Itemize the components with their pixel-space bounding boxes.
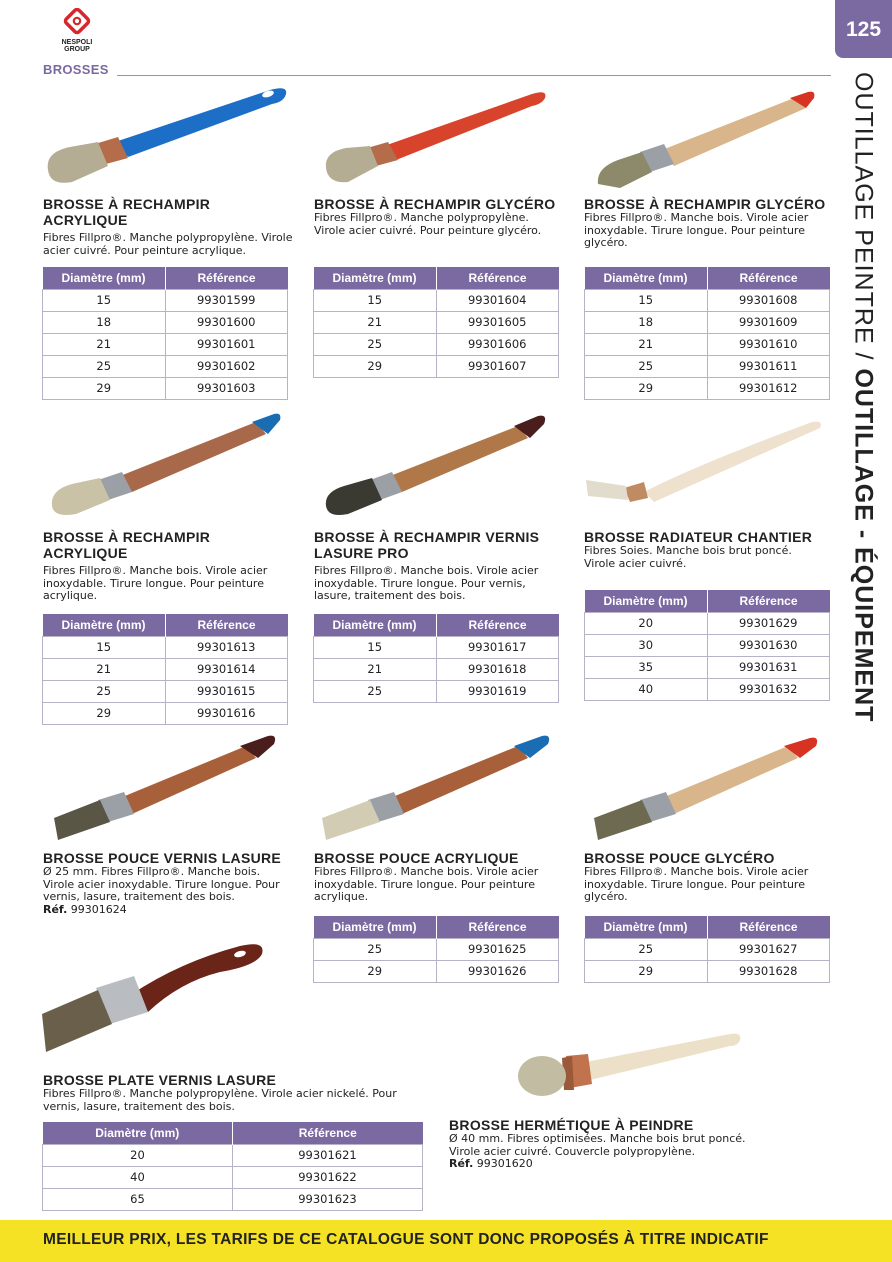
diameter-column-header: Diamètre (mm) — [43, 614, 166, 636]
diameter-cell: 21 — [314, 658, 437, 680]
table-row — [585, 377, 830, 399]
table-row — [585, 612, 830, 634]
table-row — [314, 680, 559, 702]
description-text: Ø 40 mm. Fibres optimisées. Manche bois brut poncé. Virole acier cuivré. Couvercle polypropylène. — [449, 1132, 746, 1158]
table-row — [314, 289, 559, 311]
reference-column-header: Référence — [436, 267, 559, 289]
diameter-cell: 20 — [585, 612, 708, 634]
product-description — [43, 866, 293, 916]
product-description: Fibres Fillpro®. Manche bois. Virole acier inoxydable. Tirure longue. Pour peinture glycéro. — [584, 865, 809, 903]
reference-cell: 99301621 — [233, 1144, 423, 1166]
reference-cell: 99301608 — [707, 289, 830, 311]
header-divider — [117, 75, 831, 76]
reference-column-header: Référence — [707, 590, 830, 612]
brush-image — [592, 736, 822, 846]
reference-cell: 99301610 — [707, 333, 830, 355]
reference-cell: 99301631 — [707, 656, 830, 678]
brush-image — [516, 1030, 746, 1106]
diameter-cell: 21 — [314, 311, 437, 333]
table-row — [585, 311, 830, 333]
diameter-cell: 29 — [43, 702, 166, 724]
diameter-cell: 29 — [585, 377, 708, 399]
diameter-cell: 29 — [585, 960, 708, 982]
brush-image — [584, 416, 824, 506]
product-description: Fibres Fillpro®. Manche bois. Virole acier inoxydable. Tirure longue. Pour peinture acrylique. — [314, 865, 539, 903]
reference-cell: 99301630 — [707, 634, 830, 656]
table-row — [585, 656, 830, 678]
reference-table — [584, 590, 830, 701]
product-title: BROSSE À RECHAMPIR ACRYLIQUE — [43, 529, 211, 561]
table-row — [314, 938, 559, 960]
product-description: Fibres Fillpro®. Manche bois. Virole acier inoxydable. Tirure longue. Pour peinture acrylique. — [43, 564, 268, 602]
product-description: Fibres Fillpro®. Manche polypropylène. Virole acier cuivré. Pour peinture acrylique. — [43, 231, 293, 257]
brush-image — [594, 88, 824, 193]
side-title-light: OUTILLAGE PEINTRE / — [849, 72, 878, 369]
reference-cell: 99301628 — [707, 960, 830, 982]
product-title: BROSSE POUCE VERNIS LASURE — [43, 850, 282, 866]
reference-cell: 99301600 — [165, 311, 288, 333]
ref-label: Réf. — [43, 902, 68, 916]
table-header-row — [43, 614, 288, 636]
reference-cell: 99301623 — [233, 1188, 423, 1210]
diameter-cell: 65 — [43, 1188, 233, 1210]
diameter-cell: 15 — [43, 289, 166, 311]
diameter-column-header: Diamètre (mm) — [314, 267, 437, 289]
reference-cell: 99301626 — [436, 960, 559, 982]
reference-cell: 99301604 — [436, 289, 559, 311]
reference-table — [42, 267, 288, 400]
ref-label: Réf. — [449, 1157, 474, 1170]
table-header-row — [43, 1122, 423, 1144]
diameter-cell: 29 — [43, 377, 166, 399]
brush-image — [46, 410, 286, 520]
reference-cell: 99301615 — [165, 680, 288, 702]
reference-cell: 99301611 — [707, 355, 830, 377]
diameter-cell: 35 — [585, 656, 708, 678]
table-row — [43, 1166, 423, 1188]
reference-column-header: Référence — [233, 1122, 423, 1144]
table-row — [314, 658, 559, 680]
logo-text: NESPOLI GROUP — [61, 39, 93, 53]
diameter-cell: 21 — [43, 333, 166, 355]
diameter-cell: 21 — [585, 333, 708, 355]
table-header-row — [314, 916, 559, 938]
reference-cell: 99301612 — [707, 377, 830, 399]
product-description: Fibres Fillpro®. Manche polypropylène. Virole acier nickelé. Pour vernis, lasure, traitement des bois. — [43, 1087, 397, 1113]
table-row — [585, 333, 830, 355]
table-row — [585, 678, 830, 700]
page-number: 125 — [835, 0, 892, 58]
description-text: Ø 25 mm. Fibres Fillpro®. Manche bois. Virole acier inoxydable. Tirure longue. Pour vernis, lasure, traitement des bois. — [43, 865, 280, 903]
table-row — [314, 636, 559, 658]
product-title: BROSSE À RECHAMPIR VERNIS LASURE PRO — [314, 529, 540, 561]
side-title — [835, 72, 892, 722]
diameter-cell: 29 — [314, 960, 437, 982]
table-row — [43, 1188, 423, 1210]
reference-cell: 99301616 — [165, 702, 288, 724]
table-row — [43, 377, 288, 399]
diameter-cell: 15 — [43, 636, 166, 658]
table-row — [585, 938, 830, 960]
reference-table — [42, 1122, 423, 1211]
brush-image — [40, 942, 266, 1054]
reference-cell: 99301599 — [165, 289, 288, 311]
reference-table — [313, 267, 559, 378]
reference-column-header: Référence — [436, 614, 559, 636]
brush-image — [320, 734, 552, 846]
diameter-column-header: Diamètre (mm) — [314, 614, 437, 636]
table-row — [43, 702, 288, 724]
product-title: BROSSE À RECHAMPIR GLYCÉRO — [584, 196, 826, 212]
reference-cell: 99301629 — [707, 612, 830, 634]
diameter-cell: 15 — [585, 289, 708, 311]
table-row — [43, 333, 288, 355]
diameter-column-header: Diamètre (mm) — [43, 267, 166, 289]
diameter-column-header: Diamètre (mm) — [43, 1122, 233, 1144]
diameter-cell: 40 — [43, 1166, 233, 1188]
brush-image — [312, 84, 552, 194]
product-title: BROSSE À RECHAMPIR GLYCÉRO — [314, 196, 556, 212]
table-row — [585, 960, 830, 982]
product-description — [449, 1133, 769, 1171]
table-header-row — [314, 267, 559, 289]
diameter-cell: 25 — [43, 355, 166, 377]
reference-cell: 99301601 — [165, 333, 288, 355]
diameter-cell: 29 — [314, 355, 437, 377]
reference-cell: 99301602 — [165, 355, 288, 377]
brush-image — [50, 734, 280, 846]
reference-cell: 99301603 — [165, 377, 288, 399]
reference-cell: 99301622 — [233, 1166, 423, 1188]
product-title: BROSSE À RECHAMPIR ACRYLIQUE — [43, 196, 211, 228]
table-row — [43, 1144, 423, 1166]
section-label: BROSSES — [43, 62, 109, 77]
reference-column-header: Référence — [165, 614, 288, 636]
product-description: Fibres Soies. Manche bois brut poncé. Virole acier cuivré. — [584, 544, 792, 570]
footer-text: MEILLEUR PRIX, LES TARIFS DE CE CATALOGUE SONT DONC PROPOSÉS À TITRE INDICATIF — [43, 1231, 769, 1248]
table-header-row — [585, 590, 830, 612]
reference-cell: 99301617 — [436, 636, 559, 658]
diameter-cell: 18 — [43, 311, 166, 333]
table-row — [43, 289, 288, 311]
brush-image — [322, 412, 552, 522]
product-description: Fibres Fillpro®. Manche polypropylène. Virole acier cuivré. Pour peinture glycéro. — [314, 211, 542, 237]
table-row — [43, 355, 288, 377]
product-title: BROSSE POUCE ACRYLIQUE — [314, 850, 519, 866]
diameter-column-header: Diamètre (mm) — [585, 267, 708, 289]
table-row — [585, 634, 830, 656]
diameter-cell: 25 — [585, 355, 708, 377]
table-row — [314, 960, 559, 982]
brush-image — [40, 82, 290, 192]
diameter-cell: 15 — [314, 289, 437, 311]
product-title: BROSSE RADIATEUR CHANTIER — [584, 529, 813, 545]
reference-cell: 99301607 — [436, 355, 559, 377]
ref-value: 99301620 — [476, 1157, 533, 1170]
table-row — [43, 636, 288, 658]
diameter-column-header: Diamètre (mm) — [585, 916, 708, 938]
reference-table — [584, 267, 830, 400]
table-row — [314, 333, 559, 355]
diameter-cell: 15 — [314, 636, 437, 658]
reference-column-header: Référence — [165, 267, 288, 289]
reference-cell: 99301614 — [165, 658, 288, 680]
reference-cell: 99301625 — [436, 938, 559, 960]
table-header-row — [43, 267, 288, 289]
product-description: Fibres Fillpro®. Manche bois. Virole acier inoxydable. Tirure longue. Pour peinture glycéro. — [584, 211, 809, 249]
reference-column-header: Référence — [707, 267, 830, 289]
table-row — [43, 658, 288, 680]
product-title: BROSSE PLATE VERNIS LASURE — [43, 1072, 277, 1088]
nespoli-logo-icon — [62, 8, 92, 38]
product-title: BROSSE HERMÉTIQUE À PEINDRE — [449, 1117, 694, 1133]
reference-cell: 99301613 — [165, 636, 288, 658]
table-row — [585, 355, 830, 377]
reference-cell: 99301632 — [707, 678, 830, 700]
reference-cell: 99301627 — [707, 938, 830, 960]
side-title-bold: OUTILLAGE - ÉQUIPEMENT — [849, 368, 878, 723]
diameter-cell: 21 — [43, 658, 166, 680]
reference-table — [313, 916, 559, 983]
table-row — [43, 311, 288, 333]
diameter-cell: 30 — [585, 634, 708, 656]
diameter-cell: 40 — [585, 678, 708, 700]
diameter-cell: 25 — [314, 938, 437, 960]
diameter-column-header: Diamètre (mm) — [314, 916, 437, 938]
diameter-cell: 25 — [314, 333, 437, 355]
reference-table — [42, 614, 288, 725]
reference-cell: 99301609 — [707, 311, 830, 333]
diameter-cell: 20 — [43, 1144, 233, 1166]
table-row — [43, 680, 288, 702]
diameter-column-header: Diamètre (mm) — [585, 590, 708, 612]
reference-column-header: Référence — [436, 916, 559, 938]
ref-value: 99301624 — [70, 902, 127, 916]
diameter-cell: 25 — [585, 938, 708, 960]
reference-table — [584, 916, 830, 983]
diameter-cell: 25 — [314, 680, 437, 702]
reference-table — [313, 614, 559, 703]
table-header-row — [314, 614, 559, 636]
brand-logo — [48, 8, 118, 60]
reference-cell: 99301606 — [436, 333, 559, 355]
product-title: BROSSE POUCE GLYCÉRO — [584, 850, 775, 866]
diameter-cell: 18 — [585, 311, 708, 333]
table-row — [314, 311, 559, 333]
table-header-row — [585, 916, 830, 938]
table-header-row — [585, 267, 830, 289]
diameter-cell: 25 — [43, 680, 166, 702]
reference-cell: 99301619 — [436, 680, 559, 702]
reference-column-header: Référence — [707, 916, 830, 938]
product-description: Fibres Fillpro®. Manche bois. Virole acier inoxydable. Tirure longue. Pour vernis, lasure, traitement des bois. — [314, 564, 539, 602]
reference-cell: 99301618 — [436, 658, 559, 680]
table-row — [314, 355, 559, 377]
table-row — [585, 289, 830, 311]
reference-cell: 99301605 — [436, 311, 559, 333]
